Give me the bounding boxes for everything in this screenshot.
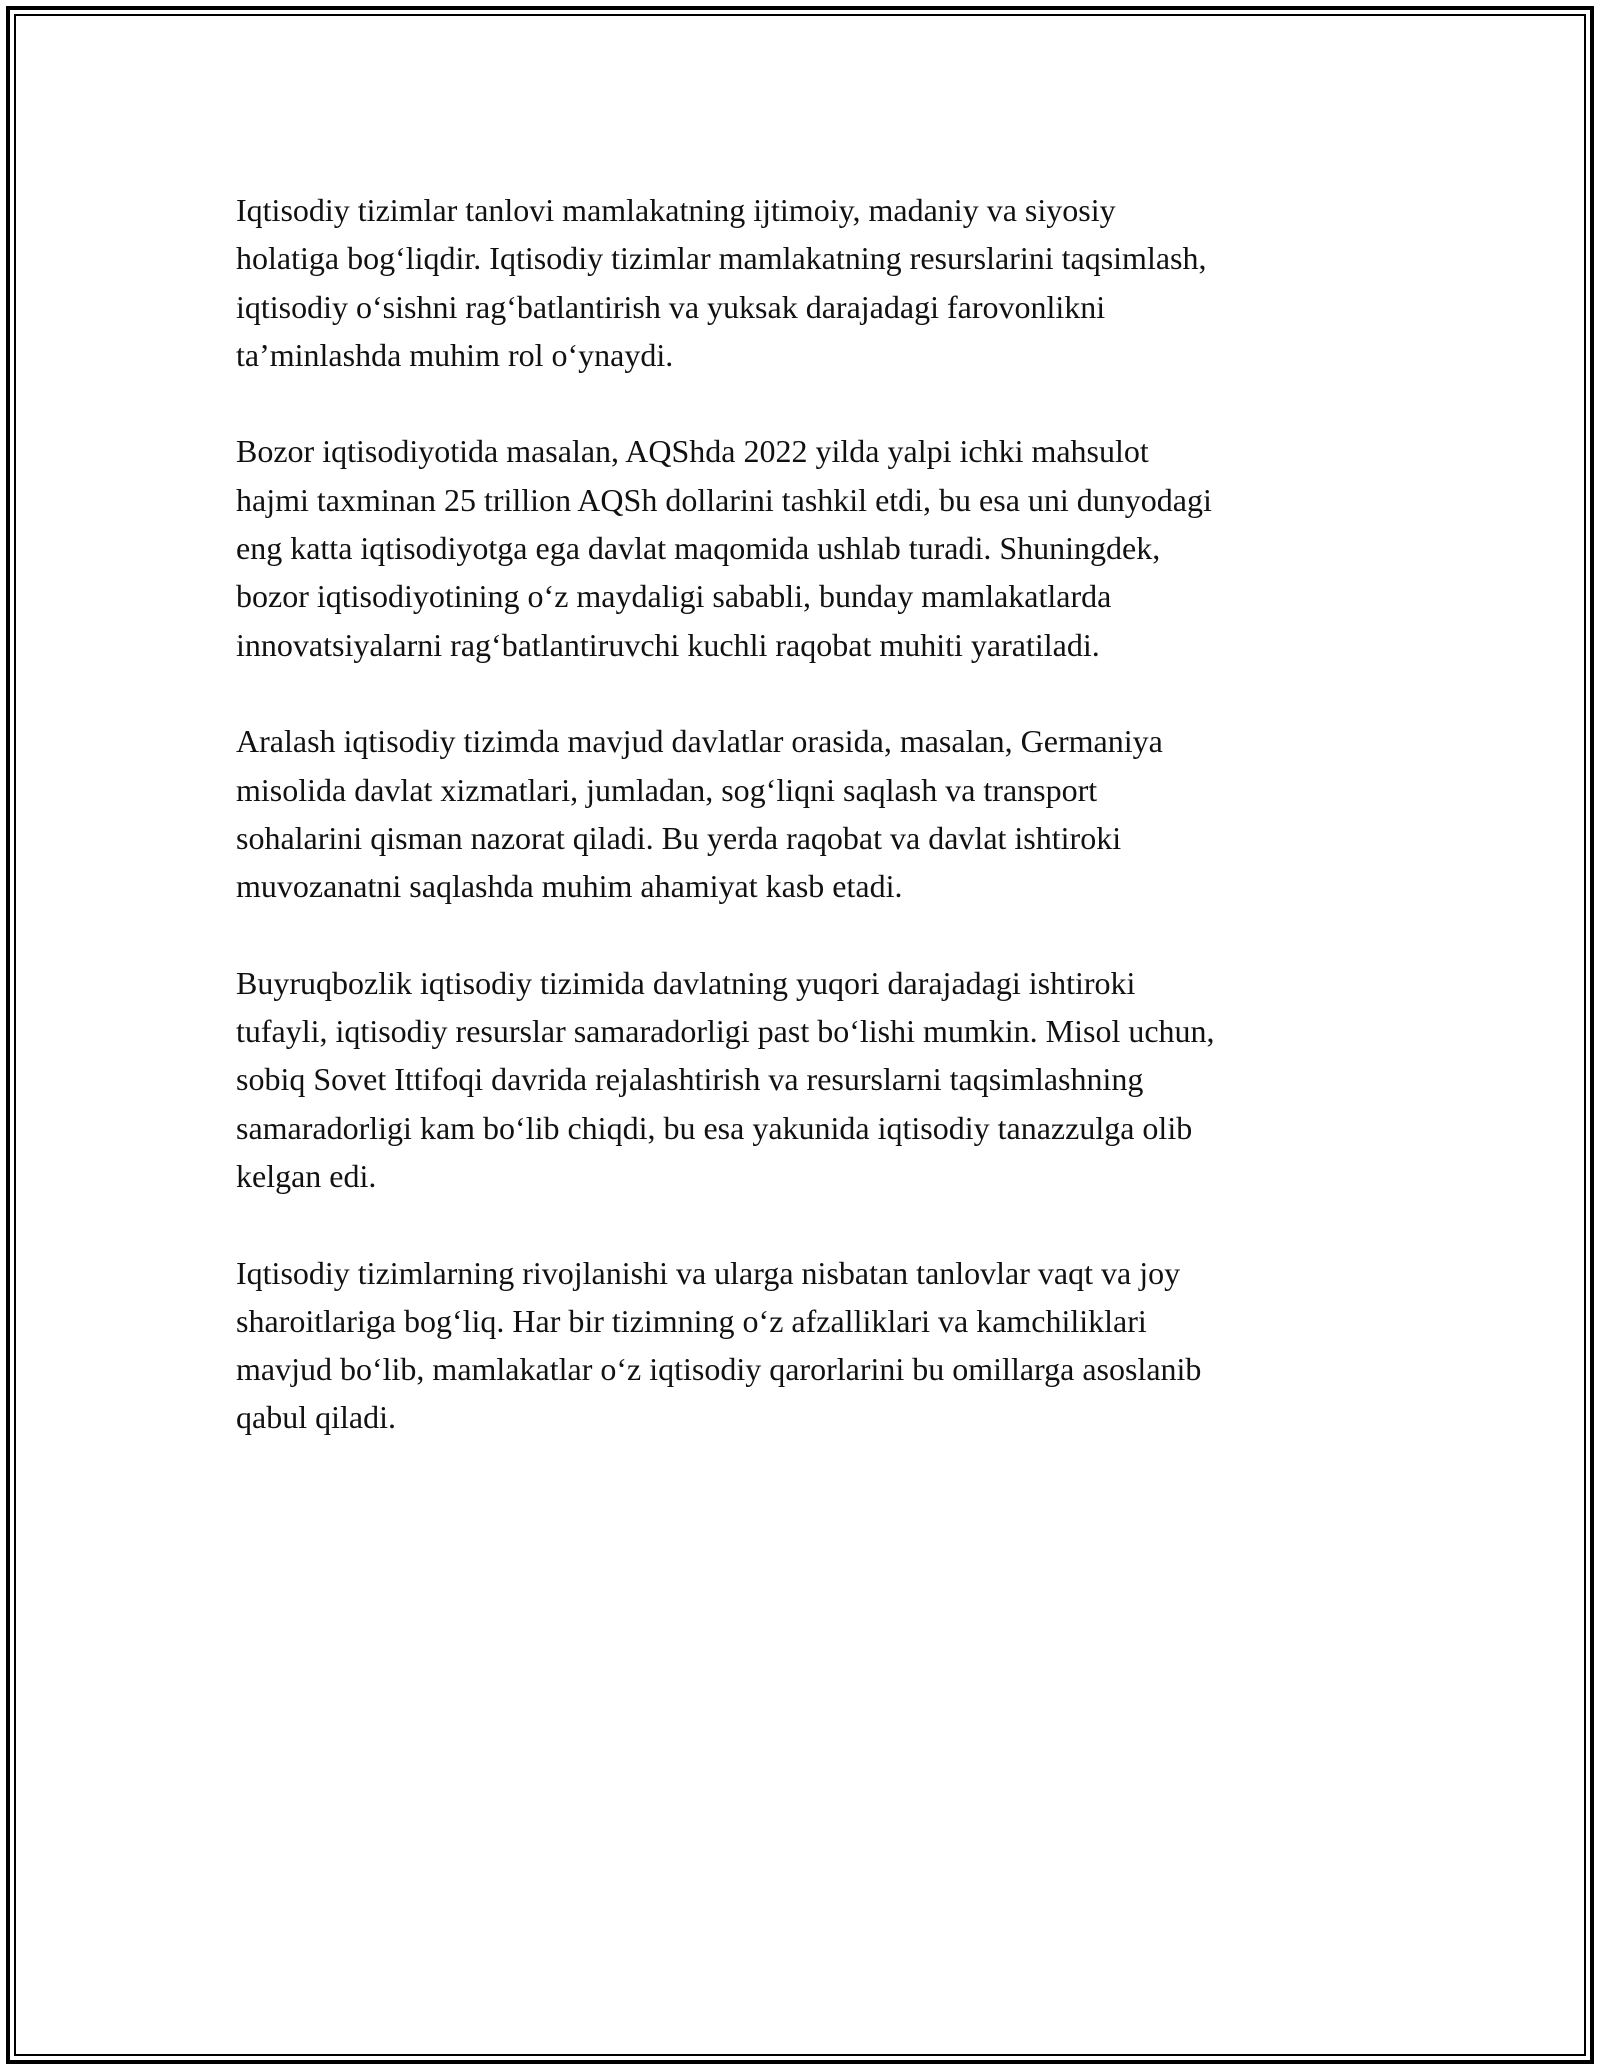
- text-line: bozor iqtisodiyotining o‘z maydaligi sababli, bunday mamlakatlarda: [236, 578, 1112, 615]
- text-line: qabul qiladi.: [236, 1399, 396, 1436]
- text-line: Iqtisodiy tizimlar tanlovi mamlakatning ijtimoiy, madaniy va siyosiy: [236, 192, 1116, 228]
- text-line: misolida davlat xizmatlari, jumladan, sog‘liqni saqlash va transport: [236, 771, 1098, 808]
- paragraph-4: [236, 959, 1366, 1200]
- text-line: sharoitlariga bog‘liq. Har bir tizimning o‘z afzalliklari va kamchiliklari: [236, 1302, 1147, 1339]
- text-line: Iqtisodiy tizimlarning rivojlanishi va ularga nisbatan tanlovlar vaqt va joy: [236, 1254, 1181, 1291]
- text-line: hajmi taxminan 25 trillion AQSh dollarini tashkil etdi, bu esa uni dunyodagi: [236, 481, 1212, 518]
- text-line: holatiga bog‘liqdir. Iqtisodiy tizimlar mamlakatning resurslarini taqsimlash,: [236, 240, 1207, 277]
- paragraph-5: [236, 1249, 1366, 1442]
- text-line: sobiq Sovet Ittifoqi davrida rejalashtirish va resurslarni taqsimlashning: [236, 1061, 1144, 1098]
- text-line: Bozor iqtisodiyotida masalan, AQShda 2022 yilda yalpi ichki mahsulot: [236, 433, 1149, 470]
- text-line: iqtisodiy o‘sishni rag‘batlantirish va yuksak darajadagi farovonlikni: [236, 288, 1106, 325]
- text-line: mavjud bo‘lib, mamlakatlar o‘z iqtisodiy qarorlarini bu omillarga asoslanib: [236, 1351, 1202, 1388]
- text-line: samaradorligi kam bo‘lib chiqdi, bu esa yakunida iqtisodiy tanazzulga olib: [236, 1109, 1193, 1146]
- text-line: eng katta iqtisodiyotga ega davlat maqomida ushlab turadi. Shuningdek,: [236, 530, 1161, 567]
- paragraph-3: [236, 717, 1366, 910]
- text-line: sohalarini qisman nazorat qiladi. Bu yerda raqobat va davlat ishtiroki: [236, 819, 1122, 856]
- text-line: kelgan edi.: [236, 1157, 377, 1194]
- document-body: [236, 186, 1366, 1490]
- paragraph-2: [236, 427, 1366, 668]
- text-line: Aralash iqtisodiy tizimda mavjud davlatlar orasida, masalan, Germaniya: [236, 723, 1163, 760]
- text-line: innovatsiyalarni rag‘batlantiruvchi kuchli raqobat muhiti yaratiladi.: [236, 626, 1100, 663]
- text-line: tufayli, iqtisodiy resurslar samaradorligi past bo‘lishi mumkin. Misol uchun,: [236, 1013, 1215, 1050]
- text-line: Buyruqbozlik iqtisodiy tizimida davlatning yuqori darajadagi ishtiroki: [236, 964, 1136, 1001]
- text-line: muvozanatni saqlashda muhim ahamiyat kasb etadi.: [236, 868, 903, 905]
- paragraph-1: [236, 186, 1366, 379]
- text-line: ta’minlashda muhim rol o‘ynaydi.: [236, 336, 674, 373]
